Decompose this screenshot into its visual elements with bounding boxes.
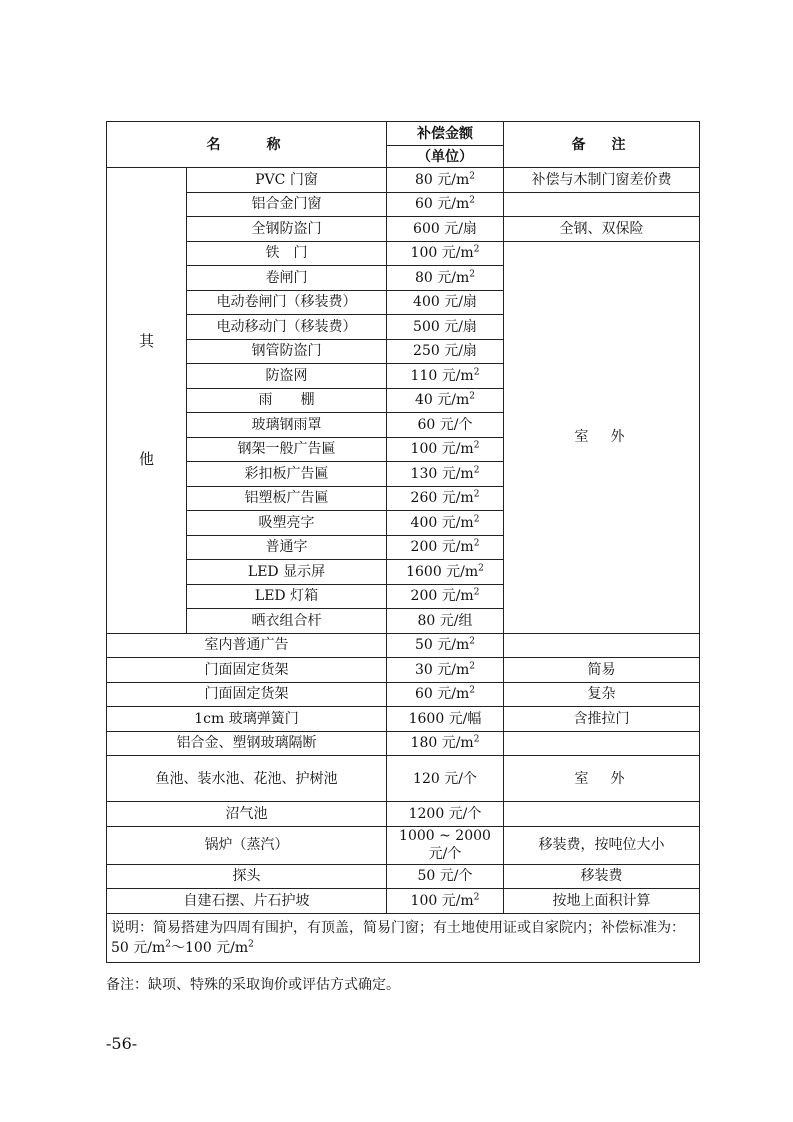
amount-unit-sup: 2	[473, 892, 480, 903]
amount-text: 30 元/m	[415, 661, 470, 678]
item-remark	[504, 633, 700, 658]
item-amount	[387, 756, 504, 802]
category-gap	[109, 350, 184, 450]
table-row	[107, 731, 700, 756]
amount-unit-sup: 2	[469, 269, 475, 280]
table-row	[107, 658, 700, 683]
item-name: 探头	[107, 864, 387, 889]
item-amount	[387, 731, 504, 756]
table-row	[107, 889, 700, 914]
footnote: 备注：缺项、特殊的采取询价或评估方式确定。	[106, 977, 400, 993]
amount-text: 1600 元/幅	[408, 710, 482, 727]
item-amount	[387, 707, 504, 732]
item-remark	[504, 192, 700, 217]
item-amount	[387, 511, 504, 536]
amount-text: 1200 元/个	[408, 805, 482, 822]
item-remark: 室 外	[504, 756, 700, 802]
item-amount	[387, 266, 504, 291]
item-amount	[387, 217, 504, 242]
item-name: 彩扣板广告匾	[187, 462, 387, 487]
item-amount	[387, 486, 504, 511]
table-row	[107, 168, 700, 193]
amount-text: 110 元/m	[410, 367, 474, 384]
item-amount	[387, 364, 504, 389]
amount-text: 60 元/个	[417, 416, 473, 433]
item-remark: 简易	[504, 658, 700, 683]
header-remark: 备 注	[504, 122, 700, 168]
item-amount	[387, 826, 504, 864]
item-remark: 全钢、双保险	[504, 217, 700, 242]
category-char-2: 他	[138, 450, 154, 469]
amount-unit-sup: 2	[469, 171, 475, 182]
amount-unit-sup: 2	[469, 661, 475, 672]
amount-text: 260 元/m	[410, 490, 474, 507]
amount-text: 130 元/m	[410, 465, 474, 482]
amount-unit-sup: 2	[473, 244, 480, 255]
amount-text: 250 元/扇	[413, 343, 477, 360]
item-remark: 移装费	[504, 864, 700, 889]
item-name: 铝合金门窗	[187, 192, 387, 217]
item-amount	[387, 658, 504, 683]
amount-text: 600 元/扇	[413, 220, 477, 237]
item-name: 室内普通广告	[107, 633, 387, 658]
table-row	[107, 707, 700, 732]
amount-text: 1000 ~ 2000 元/个	[399, 828, 491, 862]
header-unit: （单位）	[387, 146, 504, 168]
table-row	[107, 756, 700, 802]
item-name: 自建石摆、片石护坡	[107, 889, 387, 914]
header-name: 名 称	[107, 122, 387, 168]
amount-text: 80 元/m	[415, 171, 470, 188]
table-row	[107, 633, 700, 658]
item-name: 门面固定货架	[107, 658, 387, 683]
item-name: 雨 棚	[187, 388, 387, 413]
amount-unit-sup: 2	[473, 734, 480, 745]
item-amount	[387, 315, 504, 340]
amount-text: 1600 元/m	[406, 563, 479, 580]
item-amount	[387, 535, 504, 560]
item-amount	[387, 462, 504, 487]
item-remark: 室 外	[504, 241, 700, 633]
table-row	[107, 682, 700, 707]
item-name: 铁 门	[187, 241, 387, 266]
amount-text: 100 元/m	[410, 892, 474, 909]
table-row	[107, 217, 700, 242]
item-amount	[387, 290, 504, 315]
item-name: 玻璃钢雨罩	[187, 413, 387, 438]
amount-unit-sup: 2	[469, 636, 475, 647]
amount-text: 80 元/m	[415, 269, 470, 286]
note-mid: ～100 元/m	[171, 939, 249, 956]
item-remark	[504, 802, 700, 827]
item-amount	[387, 437, 504, 462]
item-remark: 移装费，按吨位大小	[504, 826, 700, 864]
item-name: 电动卷闸门（移装费）	[187, 290, 387, 315]
amount-unit-sup: 2	[473, 440, 480, 451]
amount-text: 500 元/扇	[413, 318, 477, 335]
item-amount	[387, 682, 504, 707]
item-name: 1cm 玻璃弹簧门	[107, 707, 387, 732]
item-amount	[387, 413, 504, 438]
amount-unit-sup: 2	[473, 489, 480, 500]
item-amount	[387, 192, 504, 217]
item-name: 钢管防盗门	[187, 339, 387, 364]
item-name: 防盗网	[187, 364, 387, 389]
item-amount	[387, 388, 504, 413]
item-name: LED 显示屏	[187, 560, 387, 585]
item-remark: 补偿与木制门窗差价费	[504, 168, 700, 193]
amount-unit-sup: 2	[469, 685, 475, 696]
amount-text: 200 元/m	[410, 539, 474, 556]
table-row	[107, 802, 700, 827]
table-row	[107, 192, 700, 217]
item-name: 铝塑板广告匾	[187, 486, 387, 511]
table-row	[107, 864, 700, 889]
amount-unit-sup: 2	[469, 195, 475, 206]
amount-text: 400 元/m	[410, 514, 474, 531]
item-amount	[387, 584, 504, 609]
compensation-table	[106, 121, 700, 963]
amount-text: 60 元/m	[415, 686, 470, 703]
item-amount	[387, 864, 504, 889]
item-remark: 含推拉门	[504, 707, 700, 732]
item-name: 沼气池	[107, 802, 387, 827]
item-amount	[387, 168, 504, 193]
item-name: LED 灯箱	[187, 584, 387, 609]
table-note	[107, 913, 700, 962]
item-name: 电动移动门（移装费）	[187, 315, 387, 340]
amount-unit-sup: 2	[469, 391, 475, 402]
item-name: 全钢防盗门	[187, 217, 387, 242]
item-name: 普通字	[187, 535, 387, 560]
page-number: -56-	[106, 1034, 138, 1053]
amount-text: 40 元/m	[415, 392, 470, 409]
item-amount	[387, 339, 504, 364]
amount-text: 400 元/扇	[413, 294, 477, 311]
amount-text: 50 元/个	[417, 868, 473, 885]
item-amount	[387, 609, 504, 634]
amount-unit-sup: 2	[478, 563, 484, 574]
amount-text: 200 元/m	[410, 588, 474, 605]
item-remark	[504, 731, 700, 756]
header-amount: 补偿金额	[387, 122, 504, 146]
item-name: 吸塑亮字	[187, 511, 387, 536]
item-name: 卷闸门	[187, 266, 387, 291]
amount-unit-sup: 2	[473, 367, 480, 378]
category-char-1: 其	[138, 332, 154, 351]
item-name: 锅炉（蒸汽）	[107, 826, 387, 864]
item-amount	[387, 633, 504, 658]
amount-unit-sup: 2	[473, 587, 480, 598]
note-sup2: 2	[248, 938, 254, 949]
item-name: 门面固定货架	[107, 682, 387, 707]
item-remark: 按地上面积计算	[504, 889, 700, 914]
amount-unit-sup: 2	[473, 538, 480, 549]
item-name: 钢架一般广告匾	[187, 437, 387, 462]
amount-text: 100 元/m	[410, 441, 474, 458]
amount-text: 120 元/个	[413, 770, 477, 787]
item-amount	[387, 560, 504, 585]
amount-text: 100 元/m	[410, 245, 474, 262]
amount-text: 50 元/m	[415, 637, 470, 654]
amount-text: 60 元/m	[415, 196, 470, 213]
item-amount	[387, 241, 504, 266]
item-amount	[387, 889, 504, 914]
item-name: 晒衣组合杆	[187, 609, 387, 634]
category-cell	[107, 168, 187, 634]
note-sup1: 2	[165, 938, 171, 949]
item-name: 铝合金、塑钢玻璃隔断	[107, 731, 387, 756]
item-name: PVC 门窗	[187, 168, 387, 193]
table-row	[107, 241, 700, 266]
item-amount	[387, 802, 504, 827]
table-row	[107, 826, 700, 864]
amount-text: 180 元/m	[410, 735, 474, 752]
amount-unit-sup: 2	[473, 465, 480, 476]
amount-text: 80 元/组	[417, 612, 473, 629]
note-text: 说明：简易搭建为四周有围护，有顶盖，简易门窗；有土地使用证或自家院内；补偿标准为：50 元/m	[111, 919, 685, 956]
amount-unit-sup: 2	[473, 514, 480, 525]
item-remark: 复杂	[504, 682, 700, 707]
item-name: 鱼池、装水池、花池、护树池	[107, 756, 387, 802]
